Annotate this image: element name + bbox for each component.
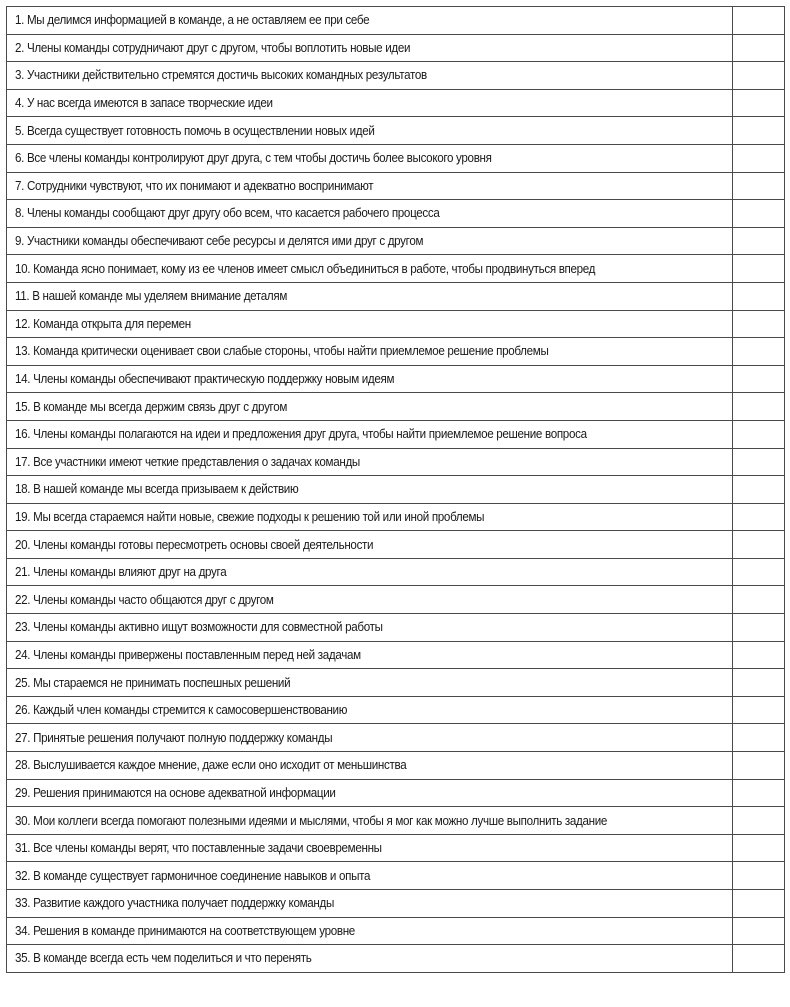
statement-text: 33. Развитие каждого участника получает поддержку команды xyxy=(15,896,334,911)
statement-cell xyxy=(7,945,733,973)
statement-text: 18. В нашей команде мы всегда призываем к действию xyxy=(15,482,299,497)
statement-row xyxy=(7,310,785,338)
statement-row xyxy=(7,503,785,531)
statement-text: 21. Члены команды влияют друг на друга xyxy=(15,565,227,580)
statement-cell xyxy=(7,200,733,228)
statement-row xyxy=(7,724,785,752)
statement-cell xyxy=(7,282,733,310)
answer-cell[interactable] xyxy=(733,641,785,669)
statement-row xyxy=(7,641,785,669)
statement-cell xyxy=(7,144,733,172)
statement-text: 1. Мы делимся информацией в команде, а не оставляем ее при себе xyxy=(15,13,370,28)
statement-row xyxy=(7,7,785,35)
answer-cell[interactable] xyxy=(733,200,785,228)
answer-cell[interactable] xyxy=(733,393,785,421)
answer-cell[interactable] xyxy=(733,476,785,504)
statement-cell xyxy=(7,614,733,642)
statement-cell xyxy=(7,310,733,338)
statement-row xyxy=(7,172,785,200)
statement-cell xyxy=(7,227,733,255)
answer-cell[interactable] xyxy=(733,834,785,862)
statement-cell xyxy=(7,917,733,945)
statement-text: 12. Команда открыта для перемен xyxy=(15,316,191,331)
questionnaire-sheet xyxy=(6,6,784,973)
statement-text: 10. Команда ясно понимает, кому из ее членов имеет смысл объединиться в работе, чтобы продвинуться вперед xyxy=(15,261,596,276)
statement-row xyxy=(7,945,785,973)
statement-cell xyxy=(7,420,733,448)
answer-cell[interactable] xyxy=(733,696,785,724)
statement-row xyxy=(7,862,785,890)
answer-cell[interactable] xyxy=(733,807,785,835)
statement-row xyxy=(7,227,785,255)
statement-row xyxy=(7,420,785,448)
statement-cell xyxy=(7,62,733,90)
statement-cell xyxy=(7,34,733,62)
statement-row xyxy=(7,255,785,283)
answer-cell[interactable] xyxy=(733,34,785,62)
questionnaire-rows xyxy=(7,7,785,973)
statement-row xyxy=(7,365,785,393)
answer-cell[interactable] xyxy=(733,752,785,780)
answer-cell[interactable] xyxy=(733,117,785,145)
answer-cell[interactable] xyxy=(733,89,785,117)
statement-cell xyxy=(7,834,733,862)
statement-text: 4. У нас всегда имеются в запасе творческие идеи xyxy=(15,96,273,111)
statement-text: 9. Участники команды обеспечивают себе ресурсы и делятся ими друг с другом xyxy=(15,234,424,249)
statement-text: 14. Члены команды обеспечивают практическую поддержку новым идеям xyxy=(15,372,395,387)
statement-text: 20. Члены команды готовы пересмотреть основы своей деятельности xyxy=(15,537,374,552)
statement-text: 17. Все участники имеют четкие представления о задачах команды xyxy=(15,454,360,469)
answer-cell[interactable] xyxy=(733,310,785,338)
answer-cell[interactable] xyxy=(733,945,785,973)
statement-text: 8. Члены команды сообщают друг другу обо всем, что касается рабочего процесса xyxy=(15,206,440,221)
statement-text: 7. Сотрудники чувствуют, что их понимают и адекватно воспринимают xyxy=(15,178,374,193)
statement-text: 5. Всегда существует готовность помочь в осуществлении новых идей xyxy=(15,123,375,138)
statement-text: 25. Мы стараемся не принимать поспешных решений xyxy=(15,675,291,690)
statement-cell xyxy=(7,586,733,614)
statement-row xyxy=(7,34,785,62)
answer-cell[interactable] xyxy=(733,558,785,586)
statement-cell xyxy=(7,807,733,835)
statement-cell xyxy=(7,448,733,476)
answer-cell[interactable] xyxy=(733,144,785,172)
statement-row xyxy=(7,89,785,117)
statement-text: 24. Члены команды привержены поставленным перед ней задачам xyxy=(15,647,361,662)
statement-text: 13. Команда критически оценивает свои слабые стороны, чтобы найти приемлемое решение проблемы xyxy=(15,344,549,359)
answer-cell[interactable] xyxy=(733,862,785,890)
answer-cell[interactable] xyxy=(733,420,785,448)
statement-cell xyxy=(7,7,733,35)
statement-row xyxy=(7,586,785,614)
statement-cell xyxy=(7,393,733,421)
answer-cell[interactable] xyxy=(733,917,785,945)
answer-cell[interactable] xyxy=(733,282,785,310)
statement-text: 2. Члены команды сотрудничают друг с другом, чтобы воплотить новые идеи xyxy=(15,40,411,55)
statement-cell xyxy=(7,503,733,531)
statement-row xyxy=(7,62,785,90)
statement-row xyxy=(7,752,785,780)
statement-text: 30. Мои коллеги всегда помогают полезными идеями и мыслями, чтобы я мог как можно лучше выполнить задание xyxy=(15,813,608,828)
answer-cell[interactable] xyxy=(733,779,785,807)
statement-row xyxy=(7,338,785,366)
statement-text: 19. Мы всегда стараемся найти новые, свежие подходы к решению той или иной проблемы xyxy=(15,509,485,524)
statement-cell xyxy=(7,172,733,200)
statement-text: 31. Все члены команды верят, что поставленные задачи своевременны xyxy=(15,841,382,856)
statement-cell xyxy=(7,117,733,145)
statement-row xyxy=(7,834,785,862)
statement-text: 35. В команде всегда есть чем поделиться и что перенять xyxy=(15,951,312,966)
statement-text: 26. Каждый член команды стремится к самосовершенствованию xyxy=(15,703,348,718)
statement-text: 3. Участники действительно стремятся достичь высоких командных результатов xyxy=(15,68,427,83)
answer-cell[interactable] xyxy=(733,448,785,476)
answer-cell[interactable] xyxy=(733,338,785,366)
statement-row xyxy=(7,779,785,807)
answer-cell[interactable] xyxy=(733,365,785,393)
answer-cell[interactable] xyxy=(733,62,785,90)
statement-text: 22. Члены команды часто общаются друг с другом xyxy=(15,592,274,607)
statement-row xyxy=(7,669,785,697)
statement-cell xyxy=(7,255,733,283)
statement-row xyxy=(7,200,785,228)
statement-cell xyxy=(7,862,733,890)
statement-text: 23. Члены команды активно ищут возможности для совместной работы xyxy=(15,620,383,635)
statement-cell xyxy=(7,641,733,669)
answer-cell[interactable] xyxy=(733,614,785,642)
answer-cell[interactable] xyxy=(733,172,785,200)
statement-text: 6. Все члены команды контролируют друг друга, с тем чтобы достичь более высокого уровня xyxy=(15,151,492,166)
statement-text: 32. В команде существует гармоничное соединение навыков и опыта xyxy=(15,868,371,883)
statement-cell xyxy=(7,476,733,504)
answer-cell[interactable] xyxy=(733,227,785,255)
statement-row xyxy=(7,282,785,310)
statement-row xyxy=(7,917,785,945)
statement-cell xyxy=(7,890,733,918)
answer-cell[interactable] xyxy=(733,7,785,35)
statement-cell xyxy=(7,752,733,780)
statement-cell xyxy=(7,338,733,366)
answer-cell[interactable] xyxy=(733,255,785,283)
statement-text: 34. Решения в команде принимаются на соответствующем уровне xyxy=(15,923,355,938)
answer-cell[interactable] xyxy=(733,586,785,614)
statement-text: 28. Выслушивается каждое мнение, даже если оно исходит от меньшинства xyxy=(15,758,407,773)
statement-row xyxy=(7,393,785,421)
statement-cell xyxy=(7,558,733,586)
answer-cell[interactable] xyxy=(733,531,785,559)
statement-cell xyxy=(7,89,733,117)
statement-row xyxy=(7,807,785,835)
statement-row xyxy=(7,531,785,559)
statement-row xyxy=(7,558,785,586)
statement-row xyxy=(7,117,785,145)
statement-text: 15. В команде мы всегда держим связь друг с другом xyxy=(15,399,288,414)
statement-row xyxy=(7,614,785,642)
statement-row xyxy=(7,448,785,476)
questionnaire-table xyxy=(6,6,785,973)
statement-row xyxy=(7,696,785,724)
answer-cell[interactable] xyxy=(733,890,785,918)
statement-text: 16. Члены команды полагаются на идеи и предложения друг друга, чтобы найти приемлемое решение вопроса xyxy=(15,427,587,442)
statement-row xyxy=(7,476,785,504)
statement-row xyxy=(7,890,785,918)
answer-cell[interactable] xyxy=(733,724,785,752)
statement-cell xyxy=(7,365,733,393)
statement-text: 27. Принятые решения получают полную поддержку команды xyxy=(15,730,333,745)
answer-cell[interactable] xyxy=(733,503,785,531)
statement-cell xyxy=(7,779,733,807)
statement-cell xyxy=(7,696,733,724)
statement-cell xyxy=(7,724,733,752)
statement-text: 11. В нашей команде мы уделяем внимание деталям xyxy=(15,289,288,304)
statement-cell xyxy=(7,531,733,559)
statement-row xyxy=(7,144,785,172)
statement-cell xyxy=(7,669,733,697)
answer-cell[interactable] xyxy=(733,669,785,697)
statement-text: 29. Решения принимаются на основе адекватной информации xyxy=(15,785,336,800)
